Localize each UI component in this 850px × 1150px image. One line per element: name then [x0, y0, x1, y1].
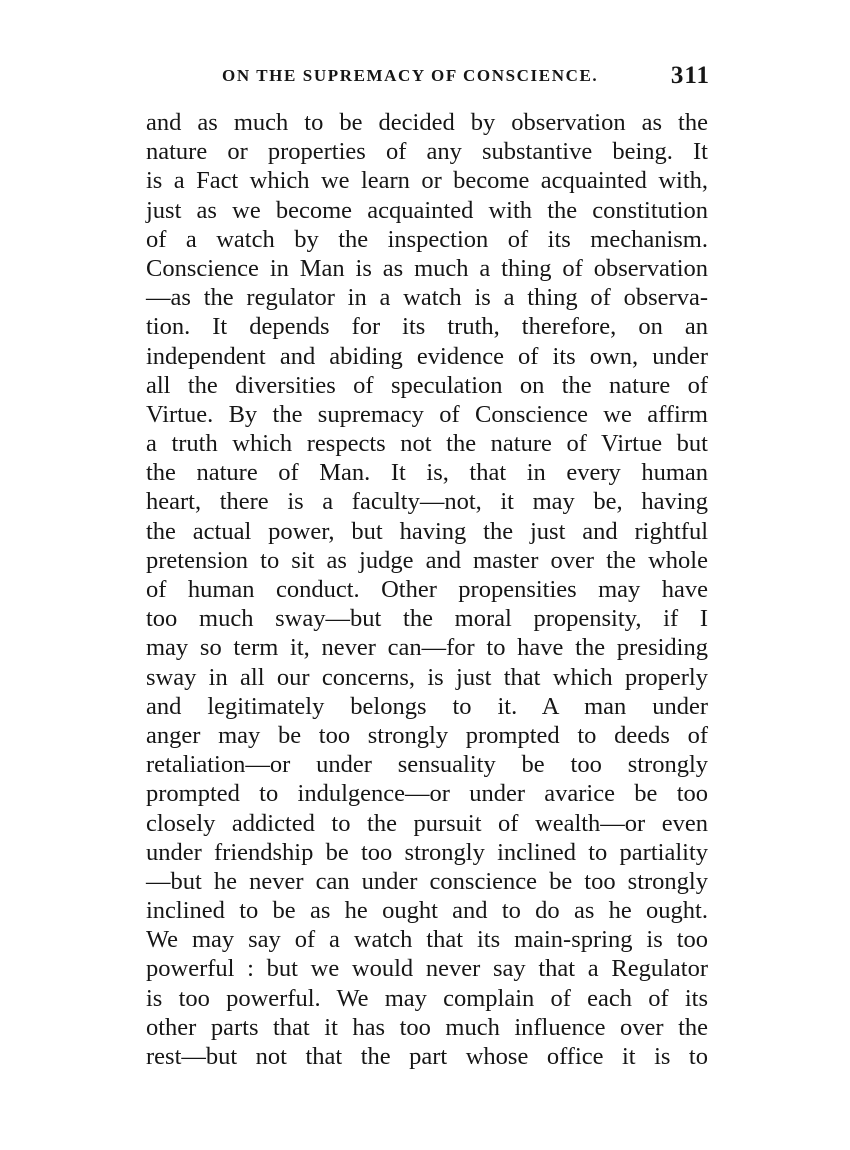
text-line: and legitimately belongs to it. A man under [146, 692, 708, 720]
text-line: rest—but not that the part whose office it is to [146, 1043, 708, 1070]
text-line: heart, there is a faculty—not, it may be, having [146, 488, 708, 516]
text-line: the nature of Man. It is, that in every human [146, 459, 708, 487]
text-line: is a Fact which we learn or become acquainted with, [146, 167, 708, 195]
text-line: —as the regulator in a watch is a thing of observa- [146, 284, 708, 312]
text-line: pretension to sit as judge and master over the whole [146, 546, 708, 574]
text-line: closely addicted to the pursuit of wealth—or even [146, 809, 708, 837]
text-line: just as we become acquainted with the constitution [146, 196, 708, 224]
text-line: Virtue. By the supremacy of Conscience we affirm [146, 400, 708, 428]
text-line: prompted to indulgence—or under avarice be too [146, 780, 708, 808]
text-line: —but he never can under conscience be too strongly [146, 867, 708, 895]
text-line: is too powerful. We may complain of each of its [146, 984, 708, 1012]
text-line: other parts that it has too much influence over the [146, 1013, 708, 1041]
running-title: ON THE SUPREMACY OF CONSCIENCE. [222, 66, 599, 85]
text-line: retaliation—or under sensuality be too strongly [146, 751, 708, 779]
text-line: We may say of a watch that its main-spring is too [146, 926, 708, 954]
text-line: of a watch by the inspection of its mechanism. [146, 225, 708, 253]
text-line: too much sway—but the moral propensity, if I [146, 605, 708, 633]
text-line: Conscience in Man is as much a thing of observation [146, 254, 708, 282]
page-number: 311 [670, 62, 710, 89]
text-line: the actual power, but having the just and rightful [146, 517, 708, 545]
text-line: nature or properties of any substantive being. It [146, 138, 708, 166]
text-line: sway in all our concerns, is just that which properly [146, 663, 708, 691]
text-line: and as much to be decided by observation as the [146, 109, 708, 136]
text-line: all the diversities of speculation on the nature of [146, 371, 708, 399]
text-line: may so term it, never can—for to have the presiding [146, 634, 708, 662]
text-line: of human conduct. Other propensities may have [146, 576, 708, 603]
text-line: a truth which respects not the nature of Virtue but [146, 430, 708, 458]
text-line: inclined to be as he ought and to do as he ought. [146, 897, 708, 925]
text-line: tion. It depends for its truth, therefore, on an [146, 313, 708, 341]
text-line: anger may be too strongly prompted to deeds of [146, 721, 708, 749]
body-text [146, 108, 708, 1071]
text-line: independent and abiding evidence of its own, under [146, 342, 708, 370]
text-line: under friendship be too strongly inclined to partiality [146, 838, 708, 866]
text-line: powerful : but we would never say that a Regulator [146, 955, 708, 983]
running-head [222, 62, 710, 92]
